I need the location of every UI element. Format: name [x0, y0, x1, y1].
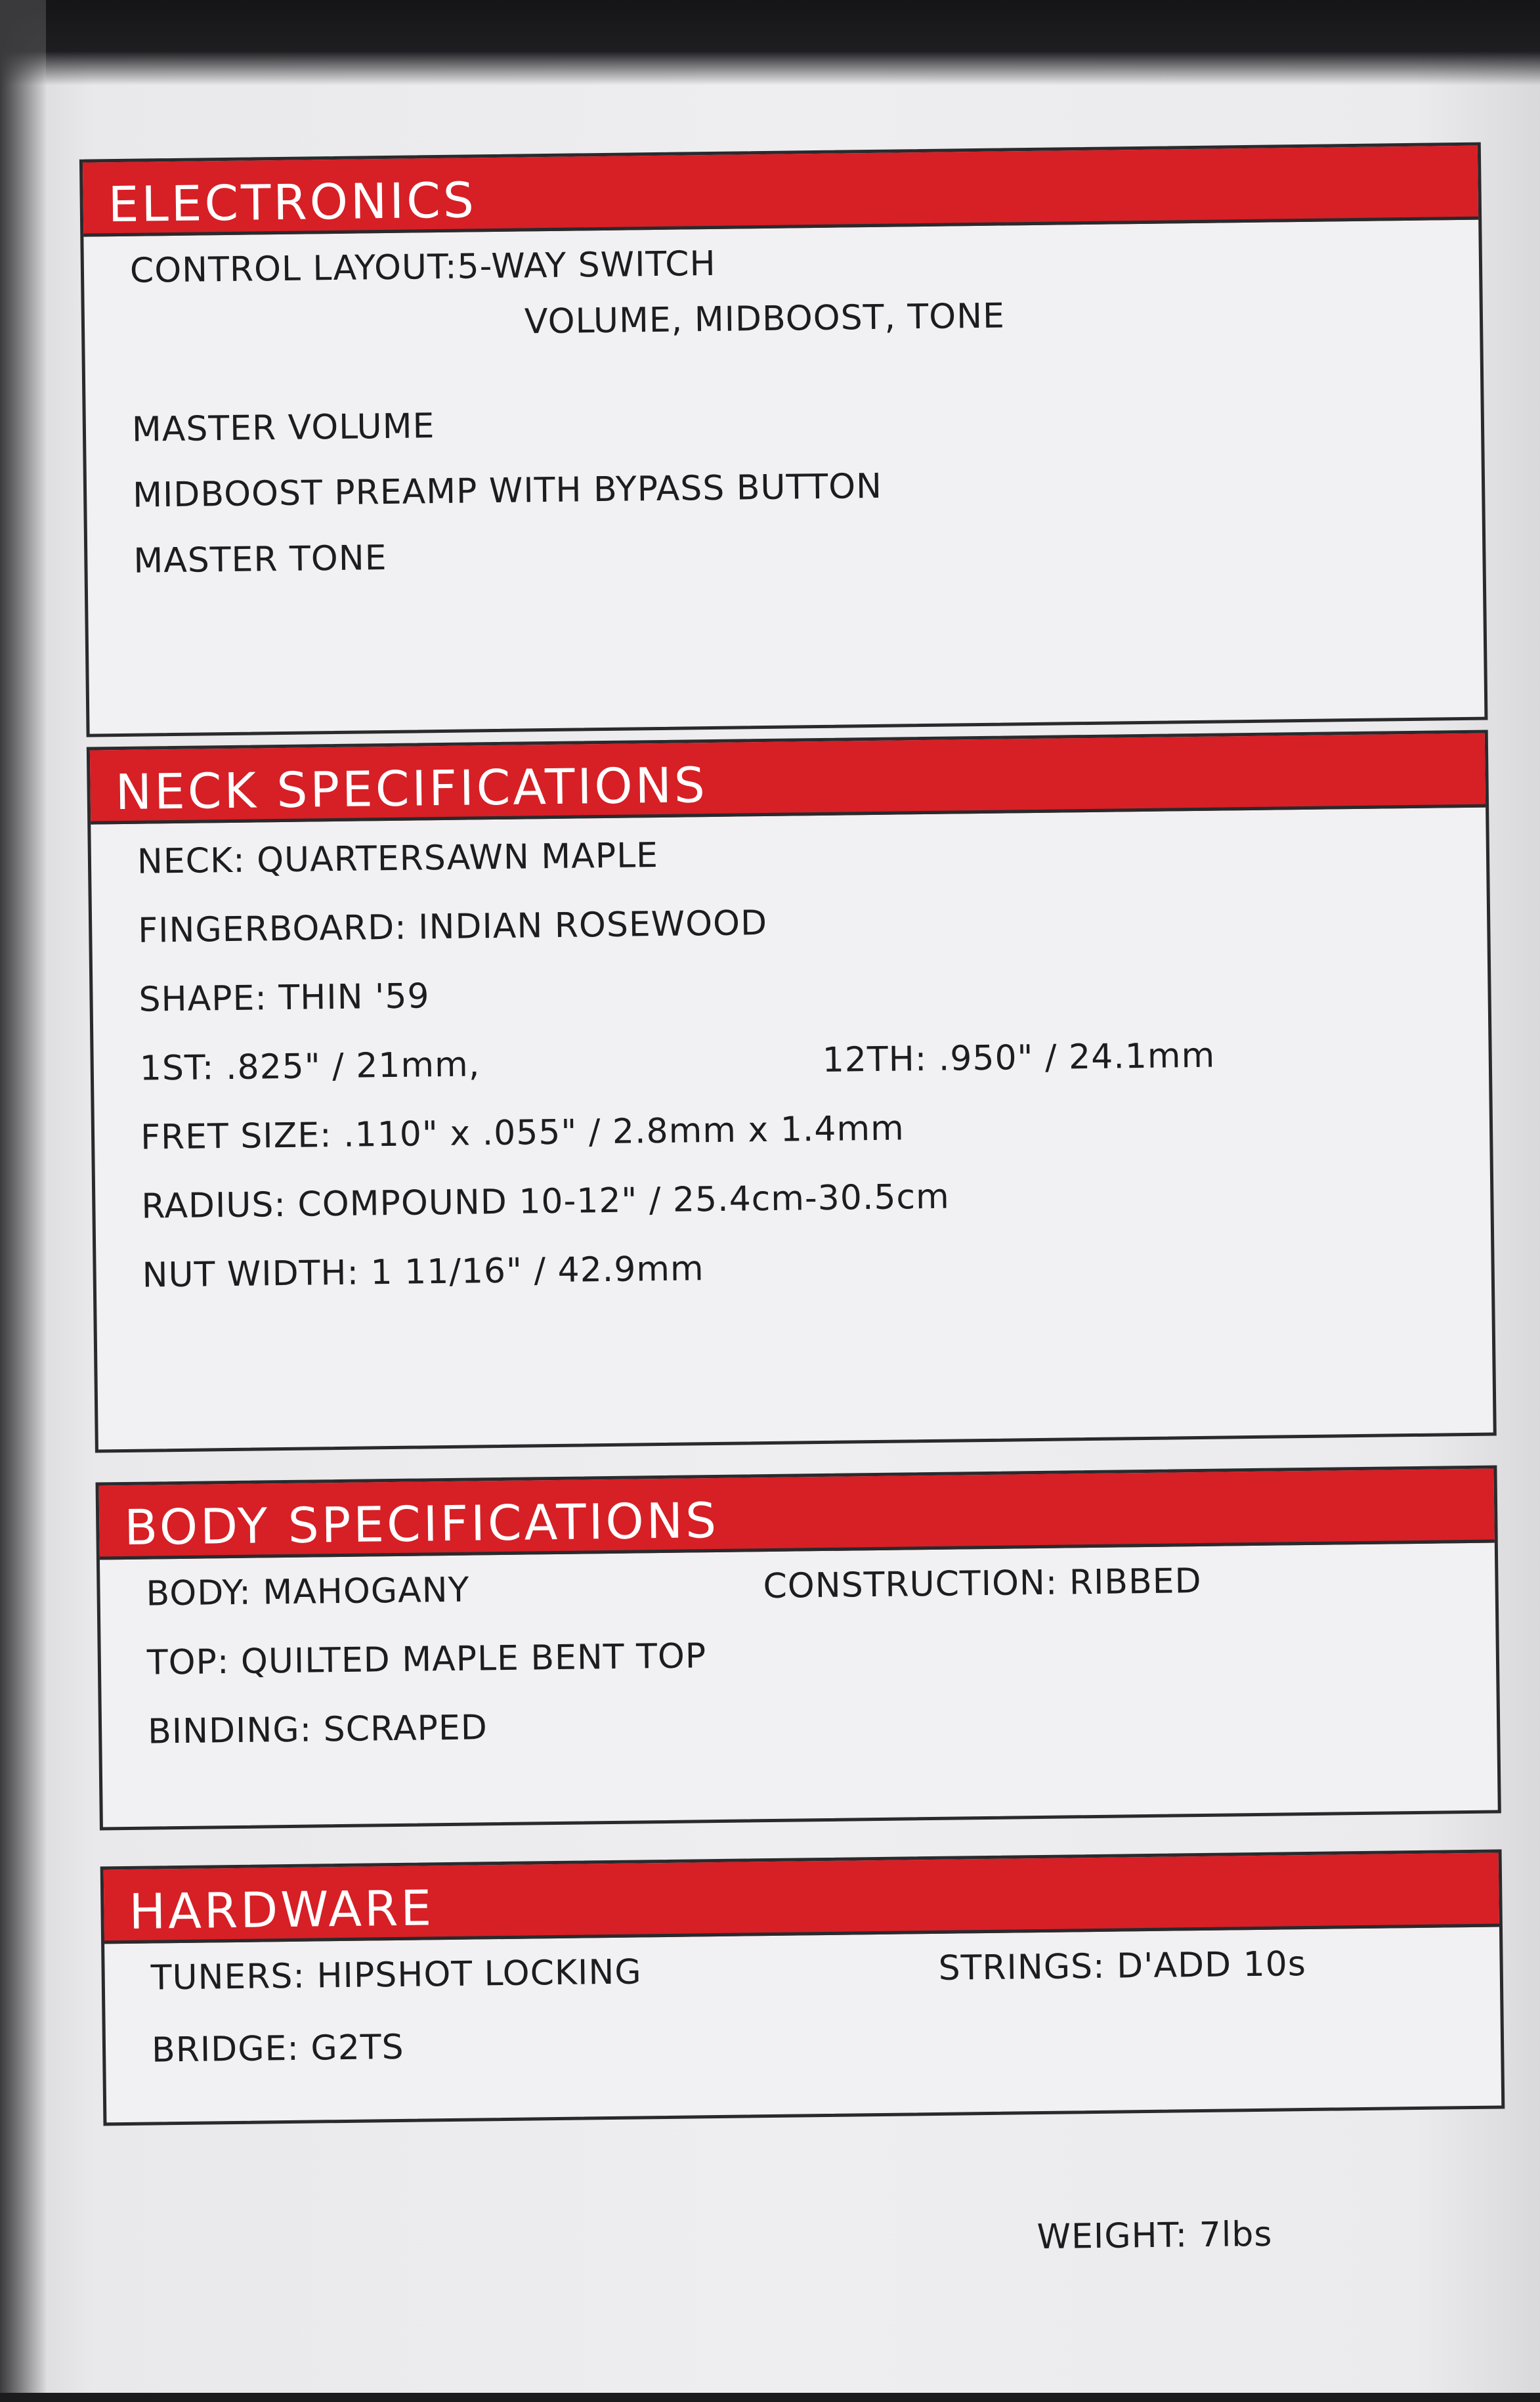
master-tone: MASTER TONE	[133, 538, 387, 581]
body-wood: BODY: MAHOGANY	[146, 1570, 470, 1614]
body-title: BODY SPECIFICATIONS	[123, 1492, 719, 1557]
hardware-panel	[100, 1849, 1505, 2126]
top-wood: TOP: QUILTED MAPLE BENT TOP	[146, 1636, 707, 1683]
control-layout-cont: VOLUME, MIDBOOST, TONE	[524, 296, 1006, 342]
radius: RADIUS: COMPOUND 10-12" / 25.4cm-30.5cm	[141, 1177, 951, 1227]
twelfth-fret-thickness: 12TH: .950" / 24.1mm	[822, 1036, 1216, 1080]
fret-size: FRET SIZE: .110" x .055" / 2.8mm x 1.4mm	[140, 1108, 905, 1158]
master-volume: MASTER VOLUME	[131, 406, 435, 450]
control-layout-label: CONTROL LAYOUT:5-WAY SWITCH	[129, 244, 716, 291]
neck-wood: NECK: QUARTERSAWN MAPLE	[137, 836, 659, 882]
bridge: BRIDGE: G2TS	[151, 2027, 404, 2070]
electronics-panel	[79, 142, 1488, 737]
weight: WEIGHT: 7lbs	[1037, 2214, 1273, 2258]
nut-width: NUT WIDTH: 1 11/16" / 42.9mm	[142, 1249, 704, 1296]
neck-shape: SHAPE: THIN '59	[139, 976, 430, 1020]
hardware-title: HARDWARE	[128, 1880, 435, 1940]
fingerboard: FINGERBOARD: INDIAN ROSEWOOD	[137, 903, 768, 951]
construction: CONSTRUCTION: RIBBED	[763, 1561, 1202, 1607]
electronics-title: ELECTRONICS	[108, 172, 477, 234]
body-specifications-panel	[96, 1465, 1501, 1830]
neck-header	[90, 733, 1486, 825]
neck-title: NECK SPECIFICATIONS	[115, 757, 708, 821]
binding: BINDING: SCRAPED	[147, 1708, 488, 1752]
strings: STRINGS: D'ADD 10s	[938, 1944, 1307, 1988]
neck-specifications-panel	[87, 730, 1497, 1453]
first-fret-thickness: 1ST: .825" / 21mm,	[139, 1045, 481, 1089]
tuners: TUNERS: HIPSHOT LOCKING	[150, 1952, 642, 1998]
body-header	[99, 1469, 1495, 1560]
midboost-preamp: MIDBOOST PREAMP WITH BYPASS BUTTON	[132, 466, 883, 515]
electronics-header	[83, 146, 1478, 237]
hardware-header	[104, 1852, 1499, 1944]
